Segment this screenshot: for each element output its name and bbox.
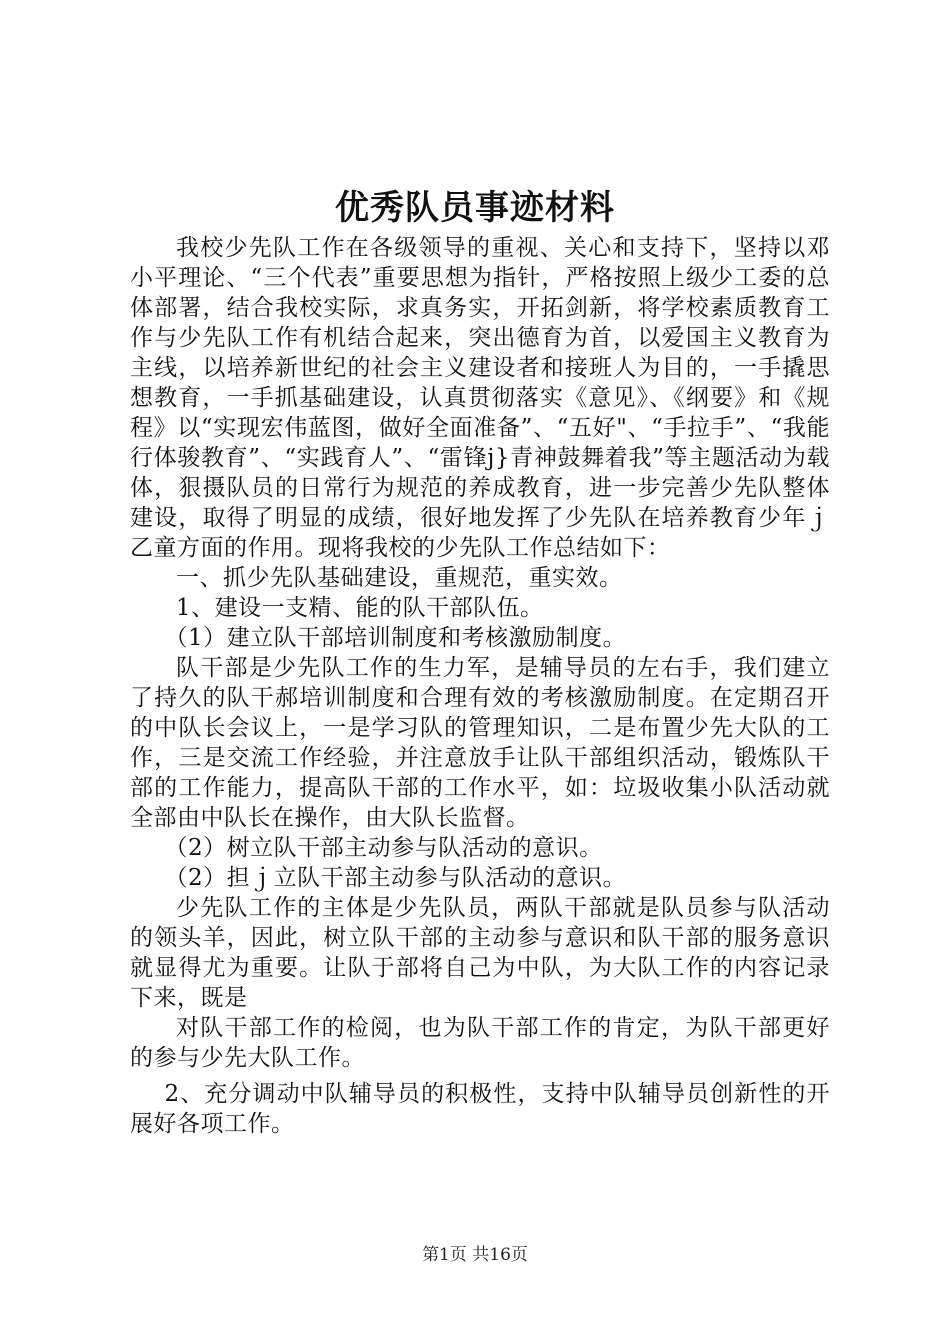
paragraph-item-1: （1）建立队干部培训制度和考核激励制度。: [164, 625, 627, 651]
paragraph-section-1-heading: 一、抓少先队基础建设，重规范，重实效。: [176, 565, 623, 591]
paragraph-subsection-1: 1、建设一支精、能的队干部队伍。: [176, 595, 544, 621]
paragraph-item-2: （2）树立队干部主动参与队活动的意识。: [164, 835, 603, 861]
paragraph-subsection-2: 2、充分调动中队辅导员的积极性，支持中队辅导员创新性的开展好各项工作。: [130, 1081, 830, 1137]
paragraph-intro: 我校少先队工作在各级领导的重视、关心和支持下，坚持以邓小平理论、“三个代表”重要思想为指针，严格按照上级少工委的总体部署，结合我校实际，求真务实，开拓剑新，将学校素质教育工作与少先队工作有机结合起来，突出德育为首，以爱国主义教育为主线，以培养新世纪的社会主义建设者和接班人为目的，一手撬思想教育，一手抓基础建设，认真贯彻落实《意见》、《纲要》和《规程》以“实现宏伟蓝图，做好全面准备”、“五好"、“手拉手”、“我能行体骏教育”、“实践育人”、“雷锋j}青神鼓舞着我”等主题活动为载体，狠摄队员的日常行为规范的养成教育，进一步完善少先队整体建设，取得了明显的成绩，很好地发挥了少先队在培养教育少年ｊ乙童方面的作用。现将我校的少先队工作总结如下：: [130, 235, 830, 561]
page-number-footer: 第1页 共16页: [422, 1245, 528, 1265]
paragraph-cadre-participation: 少先队工作的主体是少先队员，两队干部就是队员参与队活动的领头羊，因此，树立队干部的主动参与意识和队干部的服务意识就显得尤为重要。让队于部将自己为中队，为大队工作的内容记录下来，既是: [130, 895, 830, 1011]
paragraph-item-2-duplicate: （2）担ｊ立队干部主动参与队活动的意识。: [164, 865, 627, 891]
document-body: [130, 233, 830, 1139]
document-title: 优秀队员事迹材料: [335, 188, 615, 228]
paragraph-cadre-training: 队干部是少先队工作的生力军，是辅导员的左右手，我们建立了持久的队干郝培训制度和合理有效的考核激励制度。在定期召开的中队长会议上，一是学习队的管理知识，二是布置少先大队的工作，三是交流工作经验，并注意放手让队干部组织活动，锻炼队干部的工作能力，提高队干部的工作水平，如：垃圾收集小队活动就全部由中队长在操作，由大队长监督。: [130, 655, 830, 831]
paragraph-cadre-review: 对队干部工作的检阅，也为队干部工作的肯定，为队干部更好的参与少先大队工作。: [130, 1015, 830, 1071]
